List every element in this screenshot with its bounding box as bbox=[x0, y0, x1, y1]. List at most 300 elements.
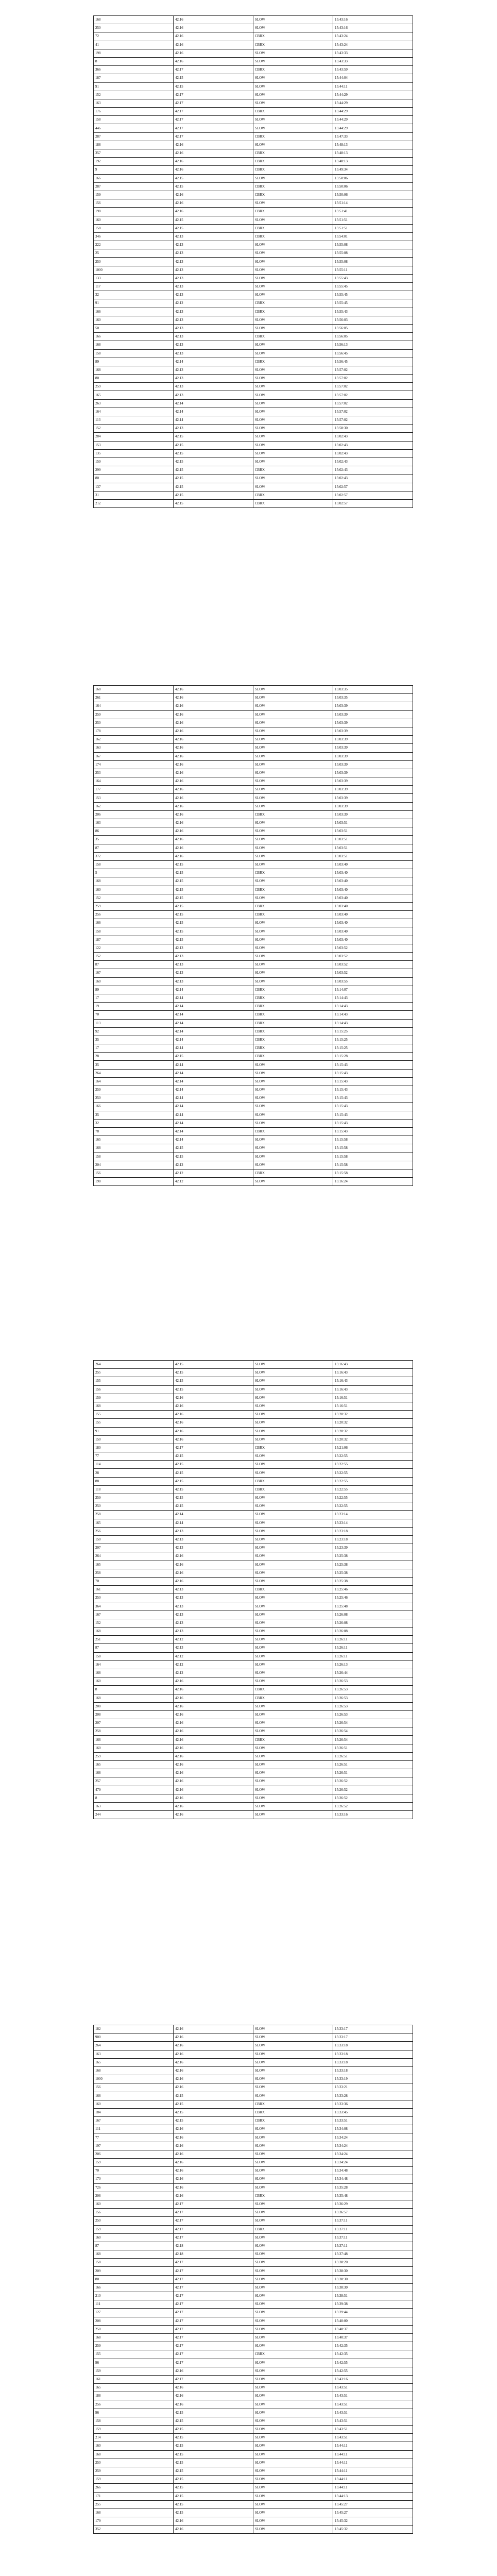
volume-cell: 41 bbox=[94, 41, 174, 49]
time-cell: 15:02:57 bbox=[333, 483, 413, 491]
venue-cell: SLOW bbox=[253, 2050, 333, 2058]
price-cell: 42.17 bbox=[174, 2325, 253, 2333]
venue-cell: SLOW bbox=[253, 2492, 333, 2500]
time-cell: 15:26:52 bbox=[333, 1786, 413, 1794]
price-cell: 42.16 bbox=[174, 1577, 253, 1585]
volume-cell: 177 bbox=[94, 786, 174, 794]
volume-cell: 166 bbox=[94, 333, 174, 341]
venue-cell: SLOW bbox=[253, 2434, 333, 2442]
venue-cell: SLOW bbox=[253, 702, 333, 710]
price-cell: 42.15 bbox=[174, 2459, 253, 2467]
price-cell: 42.14 bbox=[174, 1094, 253, 1103]
time-cell: 15:44:11 bbox=[333, 2484, 413, 2492]
venue-cell: SLOW bbox=[253, 2083, 333, 2092]
price-cell: 42.16 bbox=[174, 2392, 253, 2400]
table-row bbox=[94, 2209, 413, 2217]
time-cell: 15:25:38 bbox=[333, 1552, 413, 1561]
time-cell: 15:55:45 bbox=[333, 283, 413, 291]
volume-cell: 166 bbox=[94, 919, 174, 927]
venue-cell: SLOW bbox=[253, 2375, 333, 2383]
price-cell: 42.17 bbox=[174, 2292, 253, 2300]
price-cell: 42.15 bbox=[174, 1469, 253, 1477]
time-cell: 15:48:13 bbox=[333, 149, 413, 158]
time-cell: 15:44:29 bbox=[333, 116, 413, 124]
volume-cell: 159 bbox=[94, 2476, 174, 2484]
time-cell: 15:22:55 bbox=[333, 1469, 413, 1477]
time-cell: 15:34:24 bbox=[333, 2133, 413, 2142]
time-cell: 15:02:43 bbox=[333, 457, 413, 466]
volume-cell: 168 bbox=[94, 2509, 174, 2517]
volume-cell: 176 bbox=[94, 108, 174, 116]
volume-cell: 150 bbox=[94, 1535, 174, 1544]
table-row bbox=[94, 2192, 413, 2200]
time-cell: 15:02:57 bbox=[333, 499, 413, 507]
table-row bbox=[94, 1377, 413, 1385]
venue-cell: SLOW bbox=[253, 1519, 333, 1527]
table-row bbox=[94, 24, 413, 32]
volume-cell: 212 bbox=[94, 499, 174, 507]
price-cell: 42.16 bbox=[174, 1694, 253, 1702]
time-cell: 15:56:05 bbox=[333, 324, 413, 332]
volume-cell: 259 bbox=[94, 2467, 174, 2475]
table-row bbox=[94, 810, 413, 819]
venue-cell: SLOW bbox=[253, 2275, 333, 2283]
time-cell: 15:25:38 bbox=[333, 1577, 413, 1585]
time-cell: 15:15:43 bbox=[333, 1094, 413, 1103]
time-cell: 15:22:55 bbox=[333, 1485, 413, 1494]
volume-cell: 89 bbox=[94, 358, 174, 366]
volume-cell: 158 bbox=[94, 1652, 174, 1660]
price-cell: 42.16 bbox=[174, 158, 253, 166]
volume-cell: 187 bbox=[94, 74, 174, 82]
time-cell: 15:03:39 bbox=[333, 777, 413, 786]
table-row bbox=[94, 794, 413, 802]
price-cell: 42.13 bbox=[174, 1586, 253, 1594]
time-cell: 15:57:02 bbox=[333, 399, 413, 408]
table-row bbox=[94, 2275, 413, 2283]
volume-cell: 165 bbox=[94, 391, 174, 399]
venue-cell: SLOW bbox=[253, 2426, 333, 2434]
venue-cell: SLOW bbox=[253, 2484, 333, 2492]
venue-cell: SLOW bbox=[253, 877, 333, 886]
venue-cell: SLOW bbox=[253, 2509, 333, 2517]
table-row bbox=[94, 860, 413, 869]
table-row bbox=[94, 441, 413, 449]
table-row bbox=[94, 2066, 413, 2075]
time-cell: 15:02:43 bbox=[333, 474, 413, 483]
table-row bbox=[94, 869, 413, 877]
volume-cell: 35 bbox=[94, 836, 174, 844]
venue-cell: SLOW bbox=[253, 1419, 333, 1427]
table-row bbox=[94, 877, 413, 886]
volume-cell: 78 bbox=[94, 1127, 174, 1136]
venue-cell: SLOW bbox=[253, 2500, 333, 2509]
price-cell: 42.14 bbox=[174, 994, 253, 1002]
table-row bbox=[94, 241, 413, 249]
volume-cell: 156 bbox=[94, 2083, 174, 2092]
table-row bbox=[94, 166, 413, 174]
table-row bbox=[94, 158, 413, 166]
time-cell: 15:43:59 bbox=[333, 66, 413, 74]
venue-cell: SLOW bbox=[253, 2283, 333, 2292]
price-cell: 42.15 bbox=[174, 74, 253, 82]
time-cell: 15:58:30 bbox=[333, 425, 413, 433]
price-cell: 42.17 bbox=[174, 91, 253, 99]
table-row bbox=[94, 316, 413, 324]
time-cell: 15:15:43 bbox=[333, 1077, 413, 1086]
venue-cell: SLOW bbox=[253, 1144, 333, 1153]
table-row bbox=[94, 1602, 413, 1611]
venue-cell: SLOW bbox=[253, 74, 333, 82]
time-cell: 15:14:43 bbox=[333, 1019, 413, 1027]
table-row bbox=[94, 208, 413, 216]
table-row bbox=[94, 1369, 413, 1377]
venue-cell: SLOW bbox=[253, 1710, 333, 1719]
time-cell: 15:15:58 bbox=[333, 1153, 413, 1161]
venue-cell: SLOW bbox=[253, 391, 333, 399]
time-cell: 15:03:39 bbox=[333, 719, 413, 727]
table-row bbox=[94, 2484, 413, 2492]
time-cell: 15:15:58 bbox=[333, 1169, 413, 1177]
table-row bbox=[94, 1111, 413, 1119]
volume-cell: 77 bbox=[94, 2133, 174, 2142]
venue-cell: SLOW bbox=[253, 2300, 333, 2309]
table-row bbox=[94, 2075, 413, 2083]
volume-cell: 168 bbox=[94, 2333, 174, 2342]
venue-cell: SLOW bbox=[253, 2242, 333, 2250]
table-row bbox=[94, 727, 413, 735]
price-cell: 42.15 bbox=[174, 82, 253, 91]
venue-cell: SLOW bbox=[253, 710, 333, 719]
price-cell: 42.13 bbox=[174, 324, 253, 332]
price-cell: 42.13 bbox=[174, 1527, 253, 1535]
price-cell: 42.15 bbox=[174, 2467, 253, 2475]
time-cell: 15:45:32 bbox=[333, 2526, 413, 2534]
trade-table-1 bbox=[93, 15, 413, 508]
price-cell: 42.15 bbox=[174, 1361, 253, 1369]
table-row bbox=[94, 416, 413, 425]
price-cell: 42.16 bbox=[174, 1777, 253, 1786]
volume-cell: 127 bbox=[94, 2309, 174, 2317]
table-row bbox=[94, 57, 413, 65]
venue-cell: SLOW bbox=[253, 1544, 333, 1552]
price-cell: 42.16 bbox=[174, 1402, 253, 1410]
table-row bbox=[94, 91, 413, 99]
price-cell: 42.16 bbox=[174, 57, 253, 65]
time-cell: 15:44:11 bbox=[333, 82, 413, 91]
price-cell: 42.18 bbox=[174, 2250, 253, 2259]
volume-cell: 137 bbox=[94, 483, 174, 491]
volume-cell: 160 bbox=[94, 1677, 174, 1686]
venue-cell: SLOW bbox=[253, 1069, 333, 1077]
price-cell: 42.13 bbox=[174, 249, 253, 258]
table-row bbox=[94, 2259, 413, 2267]
volume-cell: 162 bbox=[94, 736, 174, 744]
venue-cell: SLOW bbox=[253, 2392, 333, 2400]
venue-cell: SLOW bbox=[253, 441, 333, 449]
venue-cell: CBRX bbox=[253, 1011, 333, 1019]
venue-cell: SLOW bbox=[253, 2292, 333, 2300]
price-cell: 42.14 bbox=[174, 1086, 253, 1094]
price-cell: 42.18 bbox=[174, 2242, 253, 2250]
venue-cell: SLOW bbox=[253, 2467, 333, 2475]
time-cell: 15:23:18 bbox=[333, 1527, 413, 1535]
price-cell: 42.13 bbox=[174, 1602, 253, 1611]
table-row bbox=[94, 694, 413, 702]
price-cell: 42.17 bbox=[174, 1444, 253, 1452]
time-cell: 15:03:40 bbox=[333, 886, 413, 894]
price-cell: 42.17 bbox=[174, 2275, 253, 2283]
price-cell: 42.16 bbox=[174, 1786, 253, 1794]
table-row bbox=[94, 1586, 413, 1594]
price-cell: 42.15 bbox=[174, 919, 253, 927]
time-cell: 15:16:43 bbox=[333, 1369, 413, 1377]
venue-cell: SLOW bbox=[253, 1744, 333, 1752]
table-row bbox=[94, 786, 413, 794]
table-row bbox=[94, 986, 413, 994]
volume-cell: 259 bbox=[94, 2342, 174, 2350]
volume-cell: 168 bbox=[94, 1694, 174, 1702]
table-row bbox=[94, 2150, 413, 2158]
price-cell: 42.15 bbox=[174, 1377, 253, 1385]
venue-cell: CBRX bbox=[253, 358, 333, 366]
venue-cell: SLOW bbox=[253, 1153, 333, 1161]
time-cell: 15:22:55 bbox=[333, 1477, 413, 1485]
volume-cell: 163 bbox=[94, 744, 174, 752]
table-row bbox=[94, 802, 413, 810]
venue-cell: SLOW bbox=[253, 2517, 333, 2526]
table-row bbox=[94, 902, 413, 910]
price-cell: 42.14 bbox=[174, 399, 253, 408]
table-row bbox=[94, 1461, 413, 1469]
price-cell: 42.15 bbox=[174, 902, 253, 910]
volume-cell: 266 bbox=[94, 2484, 174, 2492]
price-cell: 42.17 bbox=[174, 2283, 253, 2292]
venue-cell: SLOW bbox=[253, 719, 333, 727]
volume-cell: 164 bbox=[94, 1077, 174, 1086]
price-cell: 42.16 bbox=[174, 2125, 253, 2133]
time-cell: 15:48:13 bbox=[333, 141, 413, 149]
volume-cell: 160 bbox=[94, 2100, 174, 2108]
time-cell: 15:14:43 bbox=[333, 1011, 413, 1019]
price-cell: 42.16 bbox=[174, 2167, 253, 2175]
venue-cell: SLOW bbox=[253, 1494, 333, 1502]
time-cell: 15:43:51 bbox=[333, 2426, 413, 2434]
table-row bbox=[94, 2359, 413, 2367]
venue-cell: CBRX bbox=[253, 308, 333, 316]
venue-cell: SLOW bbox=[253, 2384, 333, 2392]
price-cell: 42.15 bbox=[174, 877, 253, 886]
table-row bbox=[94, 886, 413, 894]
time-cell: 15:23:18 bbox=[333, 1535, 413, 1544]
price-cell: 42.14 bbox=[174, 1077, 253, 1086]
volume-cell: 163 bbox=[94, 99, 174, 107]
table-row bbox=[94, 994, 413, 1002]
venue-cell: SLOW bbox=[253, 953, 333, 961]
volume-cell: 168 bbox=[94, 2450, 174, 2459]
price-cell: 42.16 bbox=[174, 686, 253, 694]
volume-cell: 159 bbox=[94, 2426, 174, 2434]
table-row bbox=[94, 1710, 413, 1719]
time-cell: 15:26:13 bbox=[333, 1660, 413, 1669]
time-cell: 15:25:38 bbox=[333, 1569, 413, 1577]
volume-cell: 77 bbox=[94, 1452, 174, 1461]
table-row bbox=[94, 1452, 413, 1461]
time-cell: 15:14:43 bbox=[333, 994, 413, 1002]
table-row bbox=[94, 232, 413, 241]
price-cell: 42.15 bbox=[174, 1461, 253, 1469]
table-row bbox=[94, 2459, 413, 2467]
table-row bbox=[94, 2517, 413, 2526]
volume-cell: 1000 bbox=[94, 266, 174, 274]
price-cell: 42.16 bbox=[174, 1419, 253, 1427]
table-row bbox=[94, 116, 413, 124]
price-cell: 42.17 bbox=[174, 2267, 253, 2275]
volume-cell: 259 bbox=[94, 710, 174, 719]
table-row bbox=[94, 969, 413, 977]
time-cell: 15:43:51 bbox=[333, 2409, 413, 2417]
table-row bbox=[94, 474, 413, 483]
time-cell: 15:43:16 bbox=[333, 2375, 413, 2383]
venue-cell: SLOW bbox=[253, 341, 333, 349]
price-cell: 42.15 bbox=[174, 1485, 253, 1494]
volume-cell: 117 bbox=[94, 283, 174, 291]
time-cell: 15:26:52 bbox=[333, 1794, 413, 1802]
time-cell: 15:56:05 bbox=[333, 333, 413, 341]
venue-cell: SLOW bbox=[253, 1702, 333, 1710]
table-row bbox=[94, 2350, 413, 2359]
price-cell: 42.16 bbox=[174, 1736, 253, 1744]
time-cell: 15:03:39 bbox=[333, 802, 413, 810]
time-cell: 15:03:35 bbox=[333, 694, 413, 702]
venue-cell: SLOW bbox=[253, 919, 333, 927]
venue-cell: CBRX bbox=[253, 182, 333, 191]
venue-cell: SLOW bbox=[253, 1561, 333, 1569]
table-row bbox=[94, 1419, 413, 1427]
volume-cell: 222 bbox=[94, 241, 174, 249]
venue-cell: CBRX bbox=[253, 191, 333, 199]
table-row bbox=[94, 1744, 413, 1752]
time-cell: 15:44:11 bbox=[333, 2467, 413, 2475]
price-cell: 42.16 bbox=[174, 2133, 253, 2142]
venue-cell: SLOW bbox=[253, 174, 333, 182]
venue-cell: SLOW bbox=[253, 1628, 333, 1636]
volume-cell: 168 bbox=[94, 1144, 174, 1153]
volume-cell: 165 bbox=[94, 1761, 174, 1769]
venue-cell: SLOW bbox=[253, 844, 333, 852]
table-row bbox=[94, 349, 413, 358]
venue-cell: SLOW bbox=[253, 258, 333, 266]
table-row bbox=[94, 2492, 413, 2500]
time-cell: 15:26:53 bbox=[333, 1686, 413, 1694]
volume-cell: 160 bbox=[94, 216, 174, 224]
time-cell: 15:03:52 bbox=[333, 969, 413, 977]
time-cell: 15:33:17 bbox=[333, 2025, 413, 2033]
table-row bbox=[94, 769, 413, 777]
volume-cell: 208 bbox=[94, 2192, 174, 2200]
venue-cell: SLOW bbox=[253, 2183, 333, 2192]
table-row bbox=[94, 1702, 413, 1710]
venue-cell: CBRX bbox=[253, 2350, 333, 2359]
price-cell: 42.15 bbox=[174, 2492, 253, 2500]
venue-cell: SLOW bbox=[253, 16, 333, 24]
volume-cell: 170 bbox=[94, 2175, 174, 2183]
price-cell: 42.15 bbox=[174, 2108, 253, 2116]
time-cell: 15:23:14 bbox=[333, 1511, 413, 1519]
table-row bbox=[94, 1444, 413, 1452]
table-row bbox=[94, 2233, 413, 2242]
table-row bbox=[94, 341, 413, 349]
time-cell: 15:03:39 bbox=[333, 760, 413, 769]
volume-cell: 284 bbox=[94, 433, 174, 441]
venue-cell: SLOW bbox=[253, 1727, 333, 1736]
table-row bbox=[94, 827, 413, 836]
price-cell: 42.15 bbox=[174, 466, 253, 474]
venue-cell: SLOW bbox=[253, 1511, 333, 1519]
volume-cell: 264 bbox=[94, 1552, 174, 1561]
volume-cell: 168 bbox=[94, 686, 174, 694]
price-cell: 42.16 bbox=[174, 736, 253, 744]
price-cell: 42.15 bbox=[174, 433, 253, 441]
time-cell: 15:03:35 bbox=[333, 686, 413, 694]
volume-cell: 251 bbox=[94, 1636, 174, 1644]
time-cell: 15:43:51 bbox=[333, 2384, 413, 2392]
table-row bbox=[94, 961, 413, 969]
venue-cell: CBRX bbox=[253, 902, 333, 910]
venue-cell: CBRX bbox=[253, 810, 333, 819]
price-cell: 42.12 bbox=[174, 1669, 253, 1677]
table-row bbox=[94, 819, 413, 827]
volume-cell: 250 bbox=[94, 1594, 174, 1602]
price-cell: 42.16 bbox=[174, 752, 253, 760]
time-cell: 15:51:51 bbox=[333, 224, 413, 232]
volume-cell: 152 bbox=[94, 425, 174, 433]
time-cell: 15:50:06 bbox=[333, 182, 413, 191]
price-cell: 42.17 bbox=[174, 2200, 253, 2208]
venue-cell: SLOW bbox=[253, 769, 333, 777]
time-cell: 15:26:08 bbox=[333, 1628, 413, 1636]
time-cell: 15:03:39 bbox=[333, 786, 413, 794]
volume-cell: 168 bbox=[94, 366, 174, 374]
time-cell: 15:38:51 bbox=[333, 2292, 413, 2300]
price-cell: 42.16 bbox=[174, 2367, 253, 2375]
volume-cell: 111 bbox=[94, 2125, 174, 2133]
volume-cell: 255 bbox=[94, 2500, 174, 2509]
volume-cell: 72 bbox=[94, 32, 174, 41]
table-row bbox=[94, 124, 413, 132]
venue-cell: CBRX bbox=[253, 1736, 333, 1744]
time-cell: 15:43:24 bbox=[333, 41, 413, 49]
venue-cell: SLOW bbox=[253, 2025, 333, 2033]
price-cell: 42.15 bbox=[174, 441, 253, 449]
venue-cell: SLOW bbox=[253, 1777, 333, 1786]
venue-cell: SLOW bbox=[253, 1594, 333, 1602]
volume-cell: 256 bbox=[94, 1527, 174, 1535]
volume-cell: 89 bbox=[94, 986, 174, 994]
table-row bbox=[94, 1027, 413, 1036]
time-cell: 15:25:48 bbox=[333, 1602, 413, 1611]
time-cell: 15:22:55 bbox=[333, 1494, 413, 1502]
time-cell: 15:35:28 bbox=[333, 2183, 413, 2192]
table-row bbox=[94, 944, 413, 952]
venue-cell: SLOW bbox=[253, 375, 333, 383]
venue-cell: CBRX bbox=[253, 132, 333, 141]
venue-cell: SLOW bbox=[253, 1086, 333, 1094]
table-row bbox=[94, 1435, 413, 1444]
price-cell: 42.13 bbox=[174, 266, 253, 274]
volume-cell: 111 bbox=[94, 2300, 174, 2309]
volume-cell: 167 bbox=[94, 1611, 174, 1619]
